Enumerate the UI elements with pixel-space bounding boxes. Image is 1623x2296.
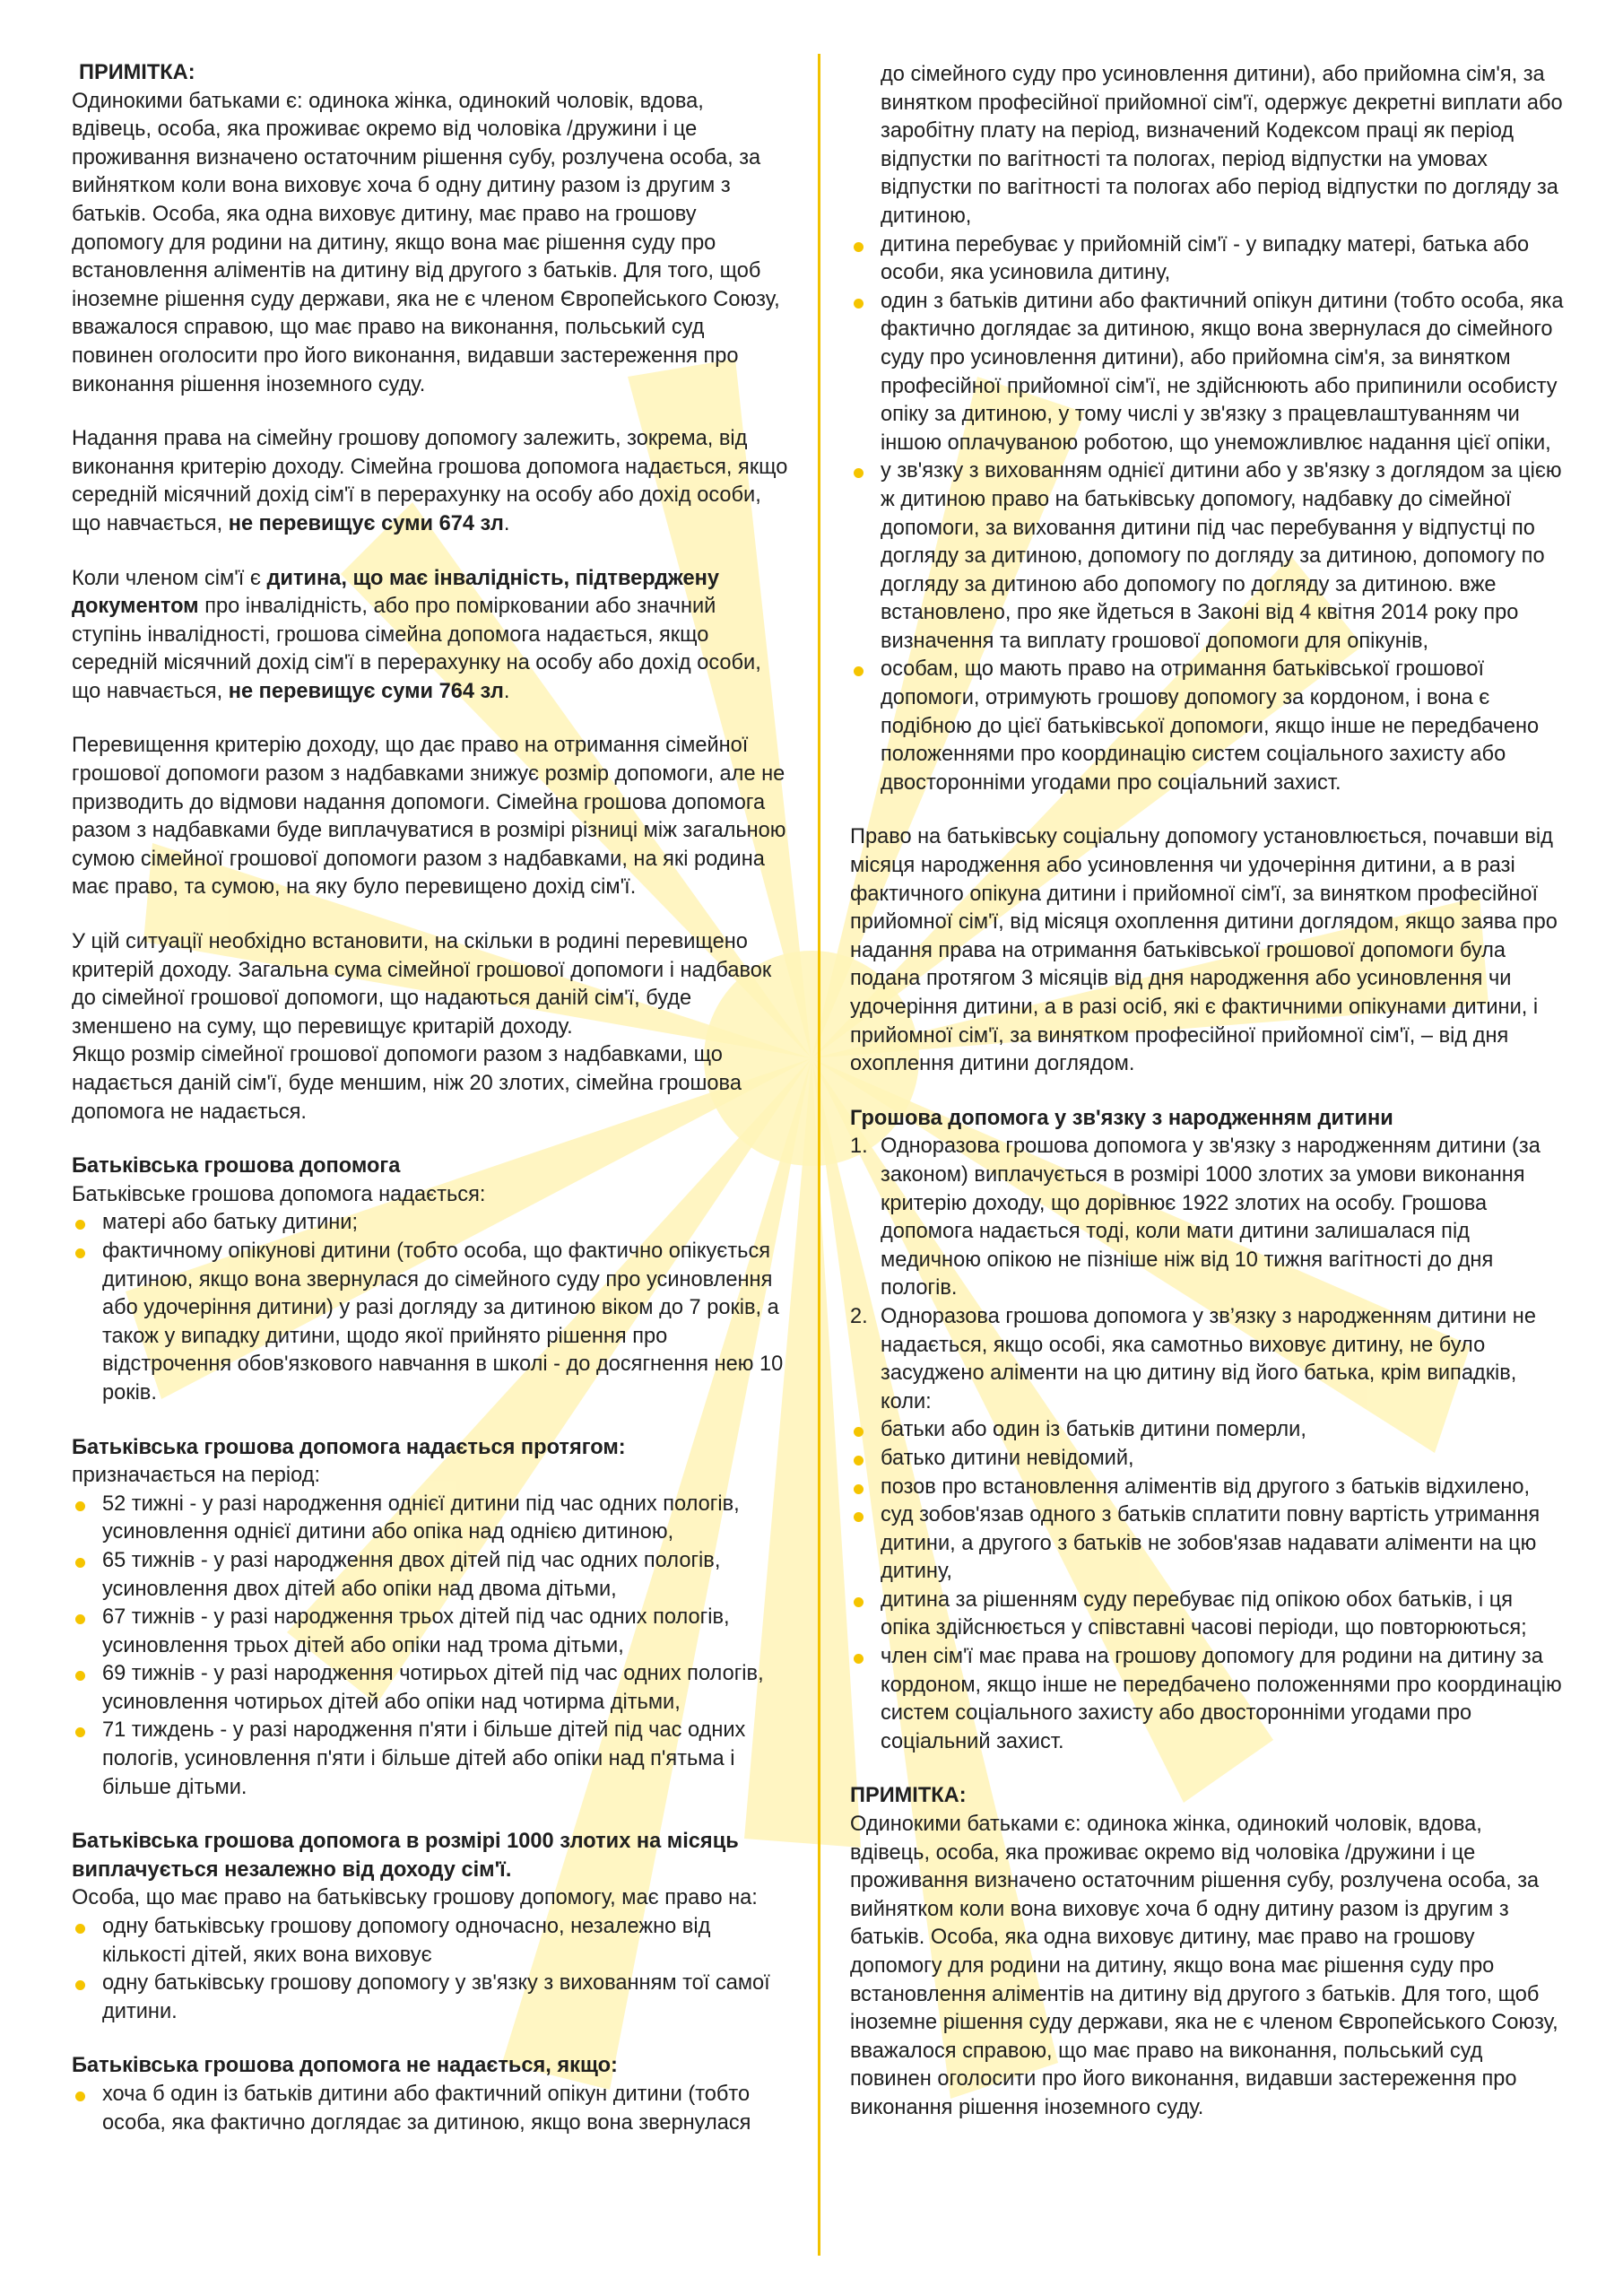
entitlement-paragraph: Право на батьківську соціальну допомогу установлюється, почавши від місяця народження або усиновлення чи удочеріння дитини, а в разі фактичного опікуна дитини і прийомної сім'ї, за винятком професійної прийомної сім'ї, від місяця охоплення дитини доглядом, якщо заява про надання права на отримання батьківської грошової допомоги була подана протягом 3 місяців від дня народження або усиновлення чи удочеріння дитини, а в разі осіб, які є фактичними опікунами дитини, і прийомної сім'ї, за винятком професійної прийомної сім'ї, – від дня охоплення дитини доглядом. [850,825,1558,1076]
disability-bold: дитина, що має інвалідність, підтверджену документом [72,566,719,619]
parental-benefit-heading: Батьківська грошова допомога [72,1154,401,1178]
numbered-item [850,1133,1567,1303]
continued-list-text: до сімейного суду про усиновлення дитини), або прийомна сім'я, за винятком професійної прийомної сім'ї, одержує декретні виплати або заробітну плату на період, визначений Кодексом праці як період відпустки по вагітності та пологах, період відпустки на умовах відпустки по вагітності та пологах або період відпустки по догляду за дитиною, [881,63,1563,228]
list-item: фактичному опікунові дитини (тобто особа, що фактично опікується дитиною, якщо вона звернулася до сімейного суду про усиновлення або удочеріння дитини) у разі догляду за дитиною віком до 7 років, а також у випадку дитини, щодо якої прийнято рішення про відстрочення обов'язкового навчання в школі - до досягнення нею 10 років. [72,1238,789,1408]
list-item: один з батьків дитини або фактичний опікун дитини (тобто особа, яка фактично доглядає за дитиною, якщо вона звернулася до сімейного суду про усиновлення дитини), або прийомна сім'я, за винятком професійної прийомної сім'ї, не здійснюють або припинили особисту опіку за дитиною, у тому числі у зв'язку з працевлаштуванням чи іншою оплачуваною роботою, що унеможливлює надання цієї опіки, [850,288,1567,458]
left-column [72,59,789,2137]
note-title: ПРИМІТКА: [79,61,195,84]
numbered-item [850,1303,1567,1416]
list-item: одну батьківську грошову допомогу одночасно, незалежно від кількості дітей, яких вона виховує [72,1913,789,1970]
amount-intro: Особа, що має право на батьківську грошову допомогу, має право на: [72,1886,758,1910]
not-granted-heading: Батьківська грошова допомога не надається, якщо: [72,2054,618,2078]
item-number: 1. [850,1135,868,1159]
birth-benefit-heading: Грошова допомога у зв'язку з народженням дитини [850,1106,1393,1130]
income-criterion-text: Надання права на сімейну грошову допомогу залежить, зокрема, від виконання критерію доходу. Сімейна грошова допомога надається, якщо середній місячний дохід сім'ї в перерахунку на особу або дохід особи, що навчається, [72,427,788,535]
duration-intro: призначається на період: [72,1464,321,1488]
income-criterion-paragraph [72,425,789,538]
list-item: дитина за рішенням суду перебуває під опікою обох батьків, і ця опіка здійснюється у співставні часові періоди, що повторюються; [850,1587,1567,1643]
list-item: 65 тижнів - у разі народження двох дітей під час одних пологів, усиновлення двох дітей або опіки над двома дітьми, [72,1547,789,1604]
list-item: матері або батьку дитини; [72,1209,789,1238]
item-text: Одноразова грошова допомога у зв’язку з народженням дитини не надається, якщо особі, яка самотньо виховує дитину, не було засуджено аліменти на цю дитину від його батька, крім випадків, коли: [881,1304,1536,1413]
period: . [503,511,510,535]
exceptions-list [850,1416,1567,1756]
list-item: 52 тижні - у разі народження однієї дитини під час одних пологів, усиновлення однієї дитини або опіка над однією дитиною, [72,1491,789,1547]
exceeding-paragraph: Перевищення критерію доходу, що дає право на отримання сімейної грошової допомоги разом з надбавками знижує розмір допомоги, але не призводить до відмови надання допомоги. Сімейна грошова допомога разом з надбавками буде виплачуватися в розмірі різниці між загальною сумою сімейної грошової допомоги разом з надбавками, на які родина має право, та сумою, на яку було перевищено дохід сім'ї. [72,734,786,900]
column-divider [818,54,820,2256]
income-limit-764: не перевищує суми 764 зл [228,679,504,703]
birth-benefit-list [850,1133,1567,1416]
list-item: одну батьківську грошову допомогу у зв'язку з вихованням тої самої дитини. [72,1970,789,2026]
disability-paragraph [72,565,789,707]
list-item: позов про встановлення аліментів від другого з батьків відхилено, [850,1474,1567,1502]
amount-list [72,1913,789,2026]
not-granted-list [72,2081,789,2137]
duration-list [72,1491,789,1803]
disability-text-b: про інвалідність, або про помірковании або значний ступінь інвалідності, грошова сімейна допомога надається, якщо середній місячний дохід сім'ї в перерахунку на особу або дохід особи, що навчається, [72,595,761,703]
list-item: у зв'язку з вихованням однієї дитини або у зв'язку з доглядом за цією ж дитиною право на батьківську допомогу, надбавку до сімейної допомоги, за виховання дитини під час перебування у відпустці по догляду за дитиною, допомогу по догляду за дитиною, допомогу по догляду за дитиною або допомогу по догляду за дитиною. вже встановлено, про яке йдеться в Законі від 4 квітня 2014 року про визначення та виплату грошової допомоги для опікунів, [850,457,1567,656]
parental-benefit-intro: Батьківське грошова допомога надається: [72,1182,486,1206]
item-number: 2. [850,1304,868,1328]
list-item: батько дитини невідомий, [850,1445,1567,1474]
list-item: член сім'ї має права на грошову допомогу для родини на дитину за кордоном, якщо інше не передбачено положеннями про координацію систем соціального захисту або двосторонніми угодами про соціальний захист. [850,1643,1567,1756]
situation-paragraph: У цій ситуації необхідно встановити, на скільки в родині перевищено критерій доходу. Загальна сума сімейної грошової допомоги і надбавок до сімейної грошової допомоги, що надаються даній сім'ї, буде зменшено на суму, що перевищує критарій доходу. [72,930,772,1039]
note-text-right: Одинокими батьками є: одинока жінка, одинокий чоловік, вдова, вдівець, особа, яка проживає окремо від чоловіка /дружини і це проживання визначено остаточним рішення субу, розлучена особа, за вийнятком коли вона виховує хоча б одну дитину разом із другим з батьків. Особа, яка одна виховує дитину, має право на грошову допомогу для родини на дитину, якщо вона має рішення суду про встановлення аліментів на дитину від другого з батьків. Для того, щоб іноземне рішення суду держави, яка не є членом Європейського Союзу, вважалося справою, що має право на виконання, польський суд повинен оголосити про його виконання, видавши застереження про виконання рішення іноземного суду. [850,1813,1558,2119]
list-item: 69 тижнів - у разі народження чотирьох дітей під час одних пологів, усиновлення чотирьох дітей або опіки над чотирма дітьми, [72,1660,789,1717]
list-item: хоча б один із батьків дитини або фактичний опікун дитини (тобто особа, яка фактично доглядає за дитиною, якщо вона звернулася [72,2081,789,2137]
parental-benefit-list [72,1209,789,1407]
list-item: батьки або один із батьків дитини померли, [850,1416,1567,1445]
duration-heading: Батьківська грошова допомога надається протягом: [72,1435,626,1459]
list-item: дитина перебуває у прийомній сім'ї - у випадку матері, батька або особи, яка усиновила дитину, [850,231,1567,288]
list-item: 67 тижнів - у разі народження трьох дітей під час одних пологів, усиновлення трьох дітей або опіки над трома дітьми, [72,1604,789,1660]
note-text: Одинокими батьками є: одинока жінка, одинокий чоловік, вдова, вдівець, особа, яка проживає окремо від чоловіка /дружини і це проживання визначено остаточним рішення субу, розлучена особа, за вийнятком коли вона виховує хоча б одну дитину разом із другим з батьків. Особа, яка одна виховує дитину, має право на грошову допомогу для родини на дитину, якщо вона має рішення суду про встановлення аліментів на дитину від другого з батьків. Для того, щоб іноземне рішення суду держави, яка не є членом Європейського Союзу, вважалося справою, що має право на виконання, польський суд повинен оголосити про його виконання, видавши застереження про виконання рішення іноземного суду. [72,89,780,396]
income-limit-674: не перевищує суми 674 зл [228,511,504,535]
item-text: Одноразова грошова допомога у зв'язку з народженням дитини (за законом) виплачується в розмірі 1000 злотих за умови виконання критерію доходу, що дорівнює 1922 злотих на особу. Грошова допомога надається тоді, коли мати дитини залишалася під медичною опікою не пізніше ніж від 10 тижня вагітності до дня пологів. [881,1135,1541,1300]
list-item: 71 тиждень - у разі народження п'яти і більше дітей під час одних пологів, усиновлення п'яти і більше дітей або опіки над п'ятьма і більше дітьми. [72,1717,789,1802]
period: . [503,679,510,703]
note-title-right: ПРИМІТКА: [850,1784,967,1808]
not-granted-list-continued [850,231,1567,798]
right-column [850,61,1567,2123]
list-item: суд зобов'язав одного з батьків сплатити повну вартість утримання дитини, а другого з батьків не зобов'язав надавати аліменти на цю дитину, [850,1501,1567,1587]
minimum-paragraph: Якщо розмір сімейної грошової допомоги разом з надбавками, що надається даній сім'ї, буде меншим, ніж 20 злотих, сімейна грошова допомога не надається. [72,1043,742,1124]
amount-heading: Батьківська грошова допомога в розмірі 1000 злотих на місяць виплачується незалежно від доходу сім'ї. [72,1830,739,1882]
list-item: особам, що мають право на отримання батьківської грошової допомоги, отримують грошову допомогу за кордоном, і вона є подібною до цієї батьківської допомоги, якщо інше не передбачено положеннями про координацію систем соціального захисту або двосторонніми угодами про соціальний захист. [850,656,1567,797]
disability-text-a: Коли членом сім'ї є [72,566,267,590]
